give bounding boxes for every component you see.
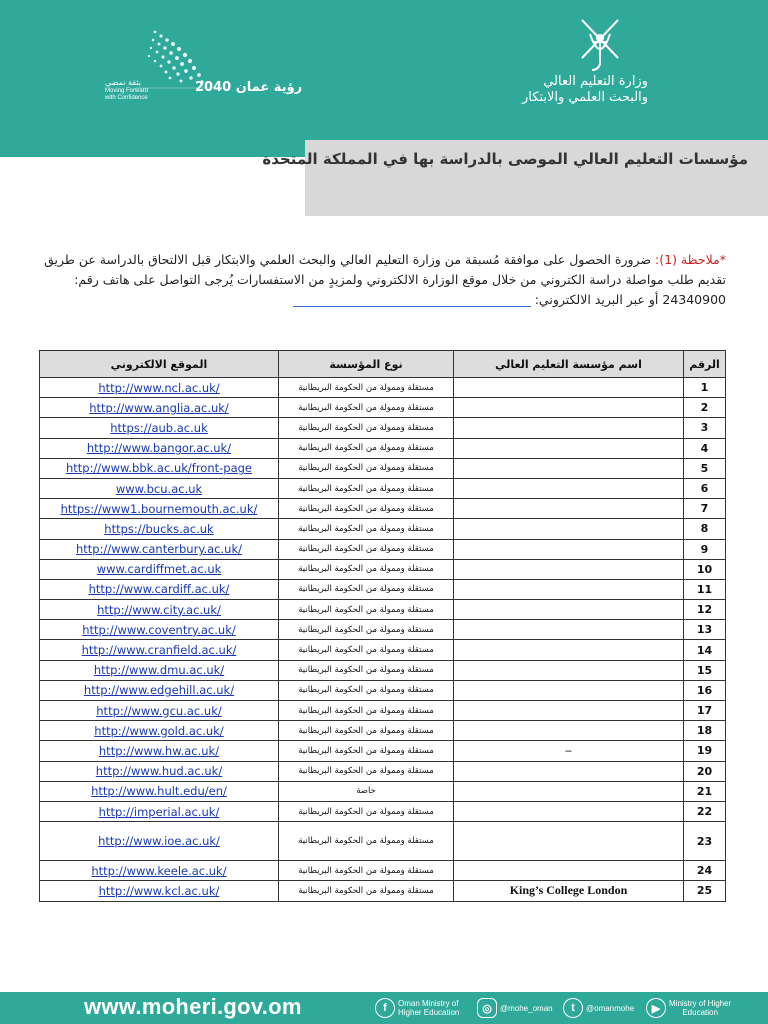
row-institution (454, 640, 684, 660)
row-institution (454, 398, 684, 418)
table-row (40, 721, 726, 741)
row-type: مستقلة وممولة من الحكومة البريطانية (279, 822, 454, 861)
row-type: خاصة (279, 781, 454, 801)
table-row (40, 801, 726, 821)
table-row (40, 579, 726, 599)
row-type: مستقلة وممولة من الحكومة البريطانية (279, 398, 454, 418)
row-institution (454, 378, 684, 398)
row-website-link[interactable]: http://www.cardiff.ac.uk/ (40, 579, 279, 599)
row-institution (454, 519, 684, 539)
row-type: مستقلة وممولة من الحكومة البريطانية (279, 499, 454, 519)
youtube-icon: ▶ (646, 998, 666, 1018)
table-row (40, 378, 726, 398)
youtube-line1: Ministry of Higher (669, 999, 732, 1008)
row-website-link[interactable]: http://www.bbk.ac.uk/front-page (40, 458, 279, 478)
row-number: 20 (684, 761, 726, 781)
row-type: مستقلة وممولة من الحكومة البريطانية (279, 458, 454, 478)
table-row (40, 499, 726, 519)
row-number: 21 (684, 781, 726, 801)
row-website-link[interactable]: http://www.canterbury.ac.uk/ (40, 539, 279, 559)
approval-note (40, 250, 726, 310)
row-number: 9 (684, 539, 726, 559)
vision-text: رؤية عمان 2040 (195, 80, 303, 95)
vision-slogan-en2: with Confidence (105, 95, 148, 101)
row-institution (454, 458, 684, 478)
vision-slogan-en1: Moving Forward (105, 88, 149, 94)
row-type: مستقلة وممولة من الحكومة البريطانية (279, 660, 454, 680)
row-website-link[interactable]: http://www.coventry.ac.uk/ (40, 620, 279, 640)
row-institution (454, 418, 684, 438)
table-row (40, 539, 726, 559)
row-website-link[interactable]: http://www.anglia.ac.uk/ (40, 398, 279, 418)
table-row (40, 559, 726, 579)
row-website-link[interactable]: http://www.city.ac.uk/ (40, 600, 279, 620)
row-institution (454, 438, 684, 458)
row-type: مستقلة وممولة من الحكومة البريطانية (279, 801, 454, 821)
row-institution (454, 620, 684, 640)
oman-vision-2040-logo (95, 14, 275, 134)
row-website-link[interactable]: http://imperial.ac.uk/ (40, 801, 279, 821)
table-row (40, 881, 726, 901)
row-number: 14 (684, 640, 726, 660)
row-number: 2 (684, 398, 726, 418)
header-institution: اسم مؤسسة التعليم العالي (454, 351, 684, 378)
row-type: مستقلة وممولة من الحكومة البريطانية (279, 559, 454, 579)
header-num: الرقم (684, 351, 726, 378)
row-institution (454, 680, 684, 700)
table-body (40, 378, 726, 902)
row-institution (454, 660, 684, 680)
twitter-icon: t (563, 998, 583, 1018)
row-type: مستقلة وممولة من الحكومة البريطانية (279, 539, 454, 559)
row-type: مستقلة وممولة من الحكومة البريطانية (279, 438, 454, 458)
row-website-link[interactable]: https://bucks.ac.uk (40, 519, 279, 539)
table-row (40, 458, 726, 478)
row-type: مستقلة وممولة من الحكومة البريطانية (279, 478, 454, 498)
row-website-link[interactable]: http://www.kcl.ac.uk/ (40, 881, 279, 901)
table-row (40, 478, 726, 498)
row-website-link[interactable]: http://www.gold.ac.uk/ (40, 721, 279, 741)
facebook-line1: Oman Ministry of (398, 999, 459, 1008)
table-row (40, 701, 726, 721)
row-number: 7 (684, 499, 726, 519)
row-number: 6 (684, 478, 726, 498)
twitter-handle: @omanmohe (586, 1003, 635, 1013)
email-blank-line (293, 294, 531, 307)
note-label: *ملاحظة (1): (655, 252, 726, 267)
table-row (40, 640, 726, 660)
row-institution (454, 801, 684, 821)
row-institution (454, 478, 684, 498)
row-institution (454, 721, 684, 741)
row-institution (454, 579, 684, 599)
row-website-link[interactable]: http://www.hud.ac.uk/ (40, 761, 279, 781)
facebook-line2: Higher Education (398, 1008, 460, 1017)
row-type: مستقلة وممولة من الحكومة البريطانية (279, 378, 454, 398)
row-type: مستقلة وممولة من الحكومة البريطانية (279, 600, 454, 620)
row-website-link[interactable]: http://www.hult.edu/en/ (40, 781, 279, 801)
row-institution (454, 822, 684, 861)
row-type: مستقلة وممولة من الحكومة البريطانية (279, 721, 454, 741)
row-website-link[interactable]: https://aub.ac.uk (40, 418, 279, 438)
row-institution (454, 761, 684, 781)
row-institution (454, 861, 684, 881)
row-number: 11 (684, 579, 726, 599)
row-institution (454, 539, 684, 559)
row-number: 8 (684, 519, 726, 539)
table-row (40, 398, 726, 418)
row-number: 23 (684, 822, 726, 861)
table-row (40, 741, 726, 761)
row-number: 19 (684, 741, 726, 761)
row-type: مستقلة وممولة من الحكومة البريطانية (279, 680, 454, 700)
row-institution (454, 781, 684, 801)
ministry-name-line1: وزارة التعليم العالي (543, 74, 648, 89)
row-number: 18 (684, 721, 726, 741)
table-row (40, 781, 726, 801)
row-number: 3 (684, 418, 726, 438)
youtube-link[interactable] (646, 997, 731, 1019)
table-row (40, 761, 726, 781)
row-website-link[interactable]: http://www.cranfield.ac.uk/ (40, 640, 279, 660)
title-banner (262, 140, 768, 216)
youtube-line2: Education (682, 1008, 718, 1017)
row-website-link[interactable]: http://www.ncl.ac.uk/ (40, 378, 279, 398)
row-type: مستقلة وممولة من الحكومة البريطانية (279, 640, 454, 660)
row-number: 15 (684, 660, 726, 680)
table-row (40, 822, 726, 861)
row-number: 16 (684, 680, 726, 700)
table-row (40, 680, 726, 700)
row-number: 1 (684, 378, 726, 398)
row-number: 4 (684, 438, 726, 458)
row-type: مستقلة وممولة من الحكومة البريطانية (279, 861, 454, 881)
row-type: مستقلة وممولة من الحكومة البريطانية (279, 519, 454, 539)
page-title: مؤسسات التعليم العالي الموصى بالدراسة بها في المملكة المتحدة (262, 150, 748, 168)
row-number: 12 (684, 600, 726, 620)
header-type: نوع المؤسسة (279, 351, 454, 378)
row-website-link[interactable]: www.bcu.ac.uk (40, 478, 279, 498)
row-institution: – (454, 741, 684, 761)
table-row (40, 620, 726, 640)
row-number: 24 (684, 861, 726, 881)
row-type: مستقلة وممولة من الحكومة البريطانية (279, 620, 454, 640)
row-type: مستقلة وممولة من الحكومة البريطانية (279, 881, 454, 901)
row-type: مستقلة وممولة من الحكومة البريطانية (279, 579, 454, 599)
row-website-link[interactable]: http://www.keele.ac.uk/ (40, 861, 279, 881)
row-number: 17 (684, 701, 726, 721)
page-header (0, 0, 768, 157)
row-website-link[interactable]: http://www.ioe.ac.uk/ (40, 822, 279, 861)
facebook-link[interactable] (375, 997, 459, 1019)
row-website-link[interactable]: http://www.dmu.ac.uk/ (40, 660, 279, 680)
header-website: الموقع الالكتروني (40, 351, 279, 378)
facebook-icon: f (375, 998, 395, 1018)
instagram-link[interactable] (477, 997, 553, 1019)
row-number: 5 (684, 458, 726, 478)
table-header-row (40, 351, 726, 378)
table-row (40, 519, 726, 539)
row-type: مستقلة وممولة من الحكومة البريطانية (279, 741, 454, 761)
row-type: مستقلة وممولة من الحكومة البريطانية (279, 761, 454, 781)
note-text: ضرورة الحصول على موافقة مُسبقة من وزارة التعليم العالي والبحث العلمي والابتكار قبل الالتحاق بالدراسة عن طريق تقديم طلب مواصلة دراسة الكتروني من خلال موقع الوزارة الالكتروني ولمزيدٍ من الاستفسارات يُرجى التواصل على هاتف رقم: 24340900 أو عبر البريد الالكتروني: (44, 252, 726, 307)
footer-website-link[interactable]: www.moheri.gov.om (84, 994, 302, 1019)
table-row (40, 438, 726, 458)
row-website-link[interactable]: http://www.gcu.ac.uk/ (40, 701, 279, 721)
table-row (40, 861, 726, 881)
row-institution (454, 701, 684, 721)
instagram-handle: @mohe_oman (500, 1003, 553, 1013)
ministry-name-line2: والبحث العلمي والابتكار (522, 90, 648, 105)
table-row (40, 600, 726, 620)
row-institution (454, 499, 684, 519)
row-number: 13 (684, 620, 726, 640)
row-number: 25 (684, 881, 726, 901)
row-number: 22 (684, 801, 726, 821)
table-row (40, 418, 726, 438)
row-number: 10 (684, 559, 726, 579)
row-website-link[interactable]: www.cardiffmet.ac.uk (40, 559, 279, 579)
row-type: مستقلة وممولة من الحكومة البريطانية (279, 701, 454, 721)
page-footer (0, 992, 768, 1024)
row-website-link[interactable]: http://www.edgehill.ac.uk/ (40, 680, 279, 700)
row-website-link[interactable]: https://www1.bournemouth.ac.uk/ (40, 499, 279, 519)
table-row (40, 660, 726, 680)
row-website-link[interactable]: http://www.bangor.ac.uk/ (40, 438, 279, 458)
vision-slogan-ar: بثقة نمضي (105, 78, 141, 87)
row-institution: King’s College London (454, 881, 684, 901)
institutions-table (39, 350, 726, 902)
row-type: مستقلة وممولة من الحكومة البريطانية (279, 418, 454, 438)
row-institution (454, 600, 684, 620)
instagram-icon: ◎ (477, 998, 497, 1018)
row-website-link[interactable]: http://www.hw.ac.uk/ (40, 741, 279, 761)
row-institution (454, 559, 684, 579)
twitter-link[interactable] (563, 997, 634, 1019)
